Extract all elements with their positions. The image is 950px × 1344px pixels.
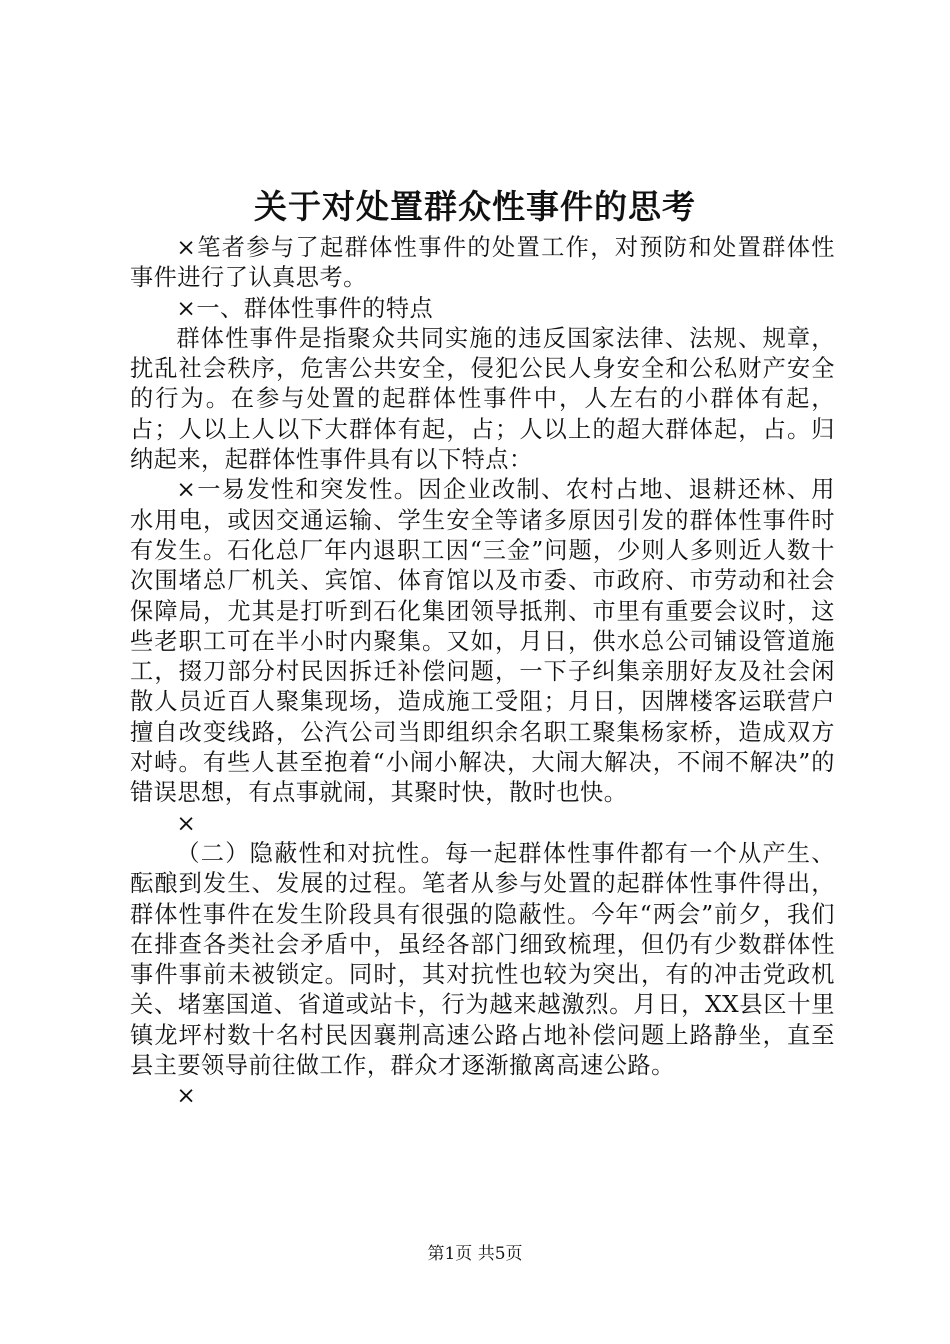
paragraph-marker: × xyxy=(176,809,197,837)
page-footer: 第1页 共5页 xyxy=(427,1244,523,1264)
paragraph-marker: × xyxy=(176,1082,197,1110)
document-title: 关于对处置群众性事件的思考 xyxy=(254,187,696,226)
paragraph: ×一易发性和突发性。因企业改制、农村占地、退耕还林、用水用电，或因交通运输、学生安全等诸多原因引发的群体性事件时有发生。石化总厂年内退职工因“三金”问题，少则人多则近人数十次围堵总厂机关、宾馆、体育馆以及市委、市政府、市劳动和社会保障局，尤其是打听到石化集团领导抵荆、市里有重要会议时，这些老职工可在半小时内聚集。又如，月日，供水总公司铺设管道施工，掇刀部分村民因拆迁补偿问题，一下子纠集亲朋好友及社会闲散人员近百人聚集现场，造成施工受阻；月日，因牌楼客运联营户擅自改变线路，公汽公司当即组织余名职工聚集杨家桥，造成双方对峙。有些人甚至抱着“小闹小解决，大闹大解决，不闹不解决”的错误思想，有点事就闹，其聚时快，散时也快。 xyxy=(130,476,835,807)
section-heading: ×一、群体性事件的特点 xyxy=(176,294,434,322)
paragraph: 群体性事件是指聚众共同实施的违反国家法律、法规、规章，扰乱社会秩序，危害公共安全，侵犯公民人身安全和公私财产安全的行为。在参与处置的起群体性事件中，人左右的小群体有起，占；人以上人以下大群体有起，占；人以上的超大群体起，占。归纳起来，起群体性事件具有以下特点： xyxy=(130,324,835,474)
paragraph: （二）隐蔽性和对抗性。每一起群体性事件都有一个从产生、酝酿到发生、发展的过程。笔者从参与处置的起群体性事件得出，群体性事件在发生阶段具有很强的隐蔽性。今年“两会”前夕，我们在排查各类社会矛盾中，虽经各部门细致梳理，但仍有少数群体性事件事前未被锁定。同时，其对抗性也较为突出，有的冲击党政机关、堵塞国道、省道或站卡，行为越来越激烈。月日，XX县区十里镇龙坪村数十名村民因襄荆高速公路占地补偿问题上路静坐，直至县主要领导前往做工作，群众才逐渐撤离高速公路。 xyxy=(130,839,835,1080)
document-body xyxy=(130,233,835,1112)
paragraph: ×笔者参与了起群体性事件的处置工作，对预防和处置群体性事件进行了认真思考。 xyxy=(130,234,835,292)
